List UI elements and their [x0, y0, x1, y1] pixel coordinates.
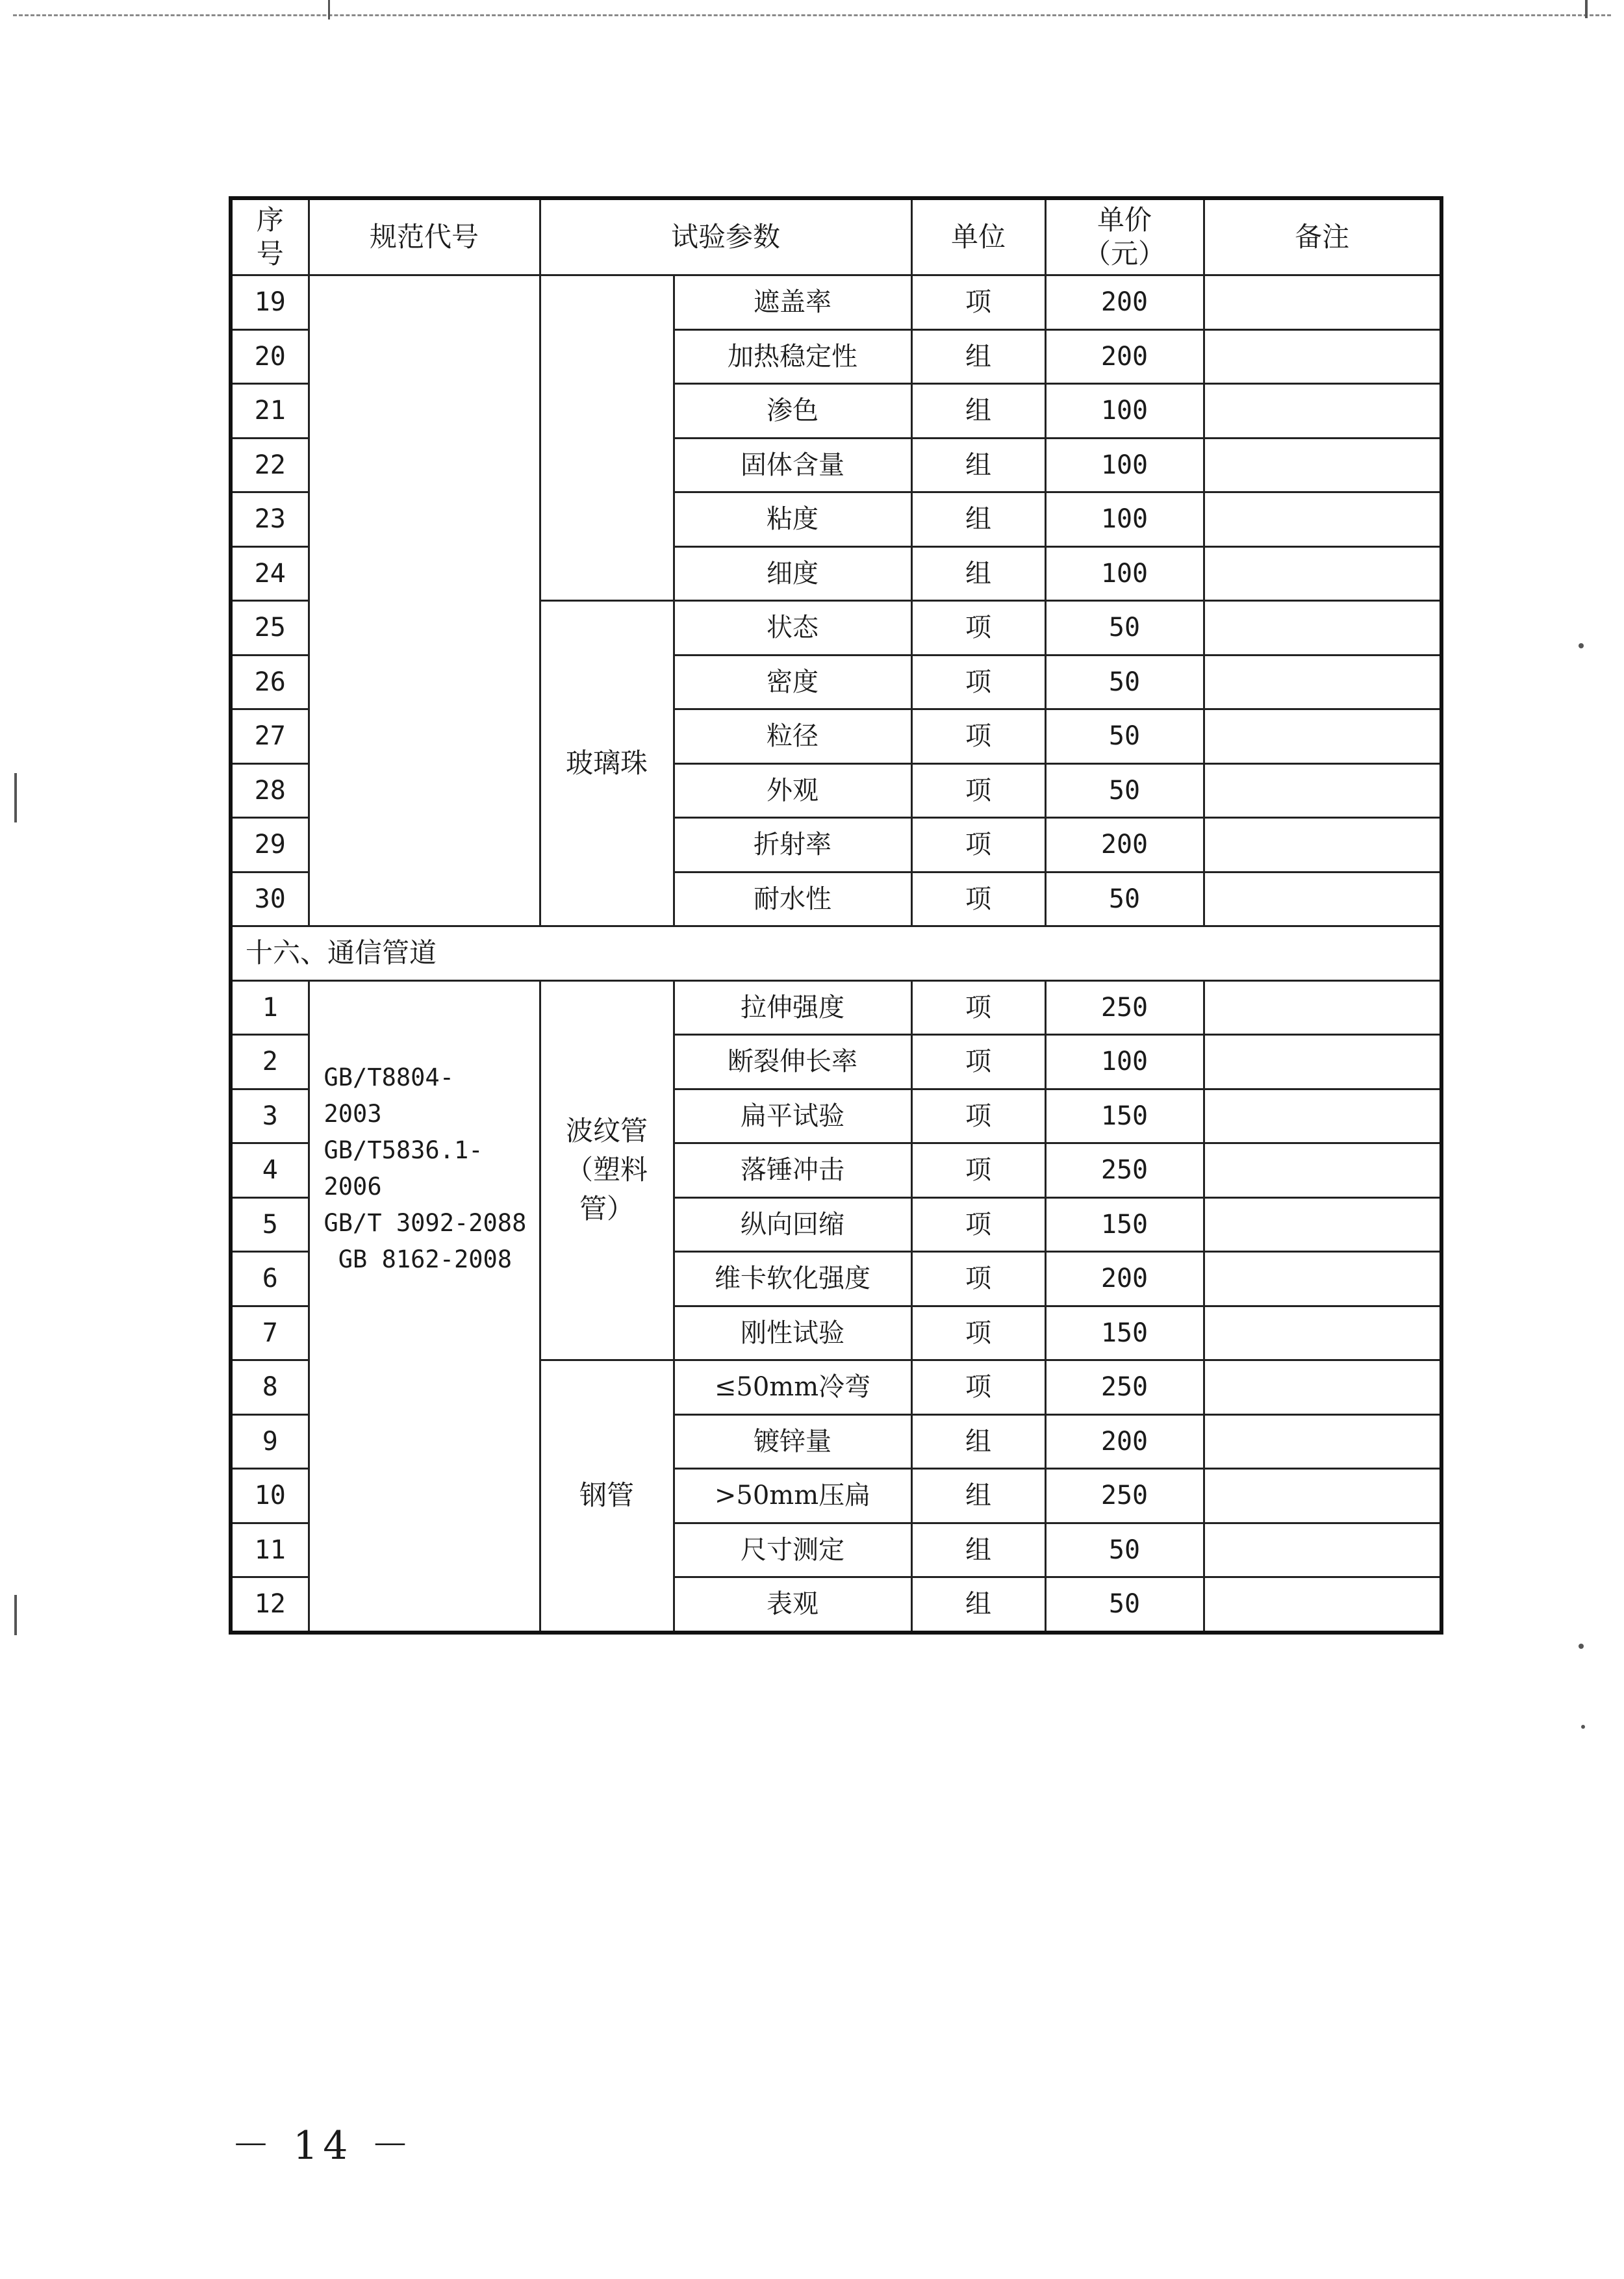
seq-cell: 10 — [231, 1469, 309, 1523]
parameter-cell: 渗色 — [674, 384, 911, 439]
unit-cell: 项 — [911, 275, 1045, 330]
seq-cell: 5 — [231, 1197, 309, 1252]
price-cell: 250 — [1045, 980, 1204, 1035]
standard-code: GB/T5836.1- — [324, 1136, 483, 1164]
scan-artifact-mark — [1579, 1644, 1584, 1649]
scan-artifact-mark — [1579, 643, 1584, 648]
seq-cell: 28 — [231, 763, 309, 818]
remark-cell — [1204, 763, 1441, 818]
price-cell: 50 — [1045, 1523, 1204, 1577]
seq-cell: 4 — [231, 1143, 309, 1198]
table-row — [231, 980, 1441, 1035]
remark-cell — [1204, 1143, 1441, 1198]
scan-artifact-top-line — [13, 14, 1611, 16]
seq-cell: 25 — [231, 601, 309, 656]
remark-cell — [1204, 1306, 1441, 1360]
parameter-cell: 粘度 — [674, 492, 911, 547]
header-seq-line: 序 — [256, 204, 284, 236]
unit-cell: 组 — [911, 546, 1045, 601]
unit-cell: 项 — [911, 1143, 1045, 1198]
remark-cell — [1204, 1035, 1441, 1089]
seq-cell: 6 — [231, 1252, 309, 1306]
remark-cell — [1204, 601, 1441, 656]
standard-code-cell — [309, 275, 540, 926]
parameter-cell: 折射率 — [674, 818, 911, 872]
unit-cell: 项 — [911, 601, 1045, 656]
price-cell: 100 — [1045, 438, 1204, 492]
unit-cell: 项 — [911, 872, 1045, 926]
price-cell: 150 — [1045, 1197, 1204, 1252]
remark-cell — [1204, 275, 1441, 330]
price-cell: 250 — [1045, 1469, 1204, 1523]
price-cell: 250 — [1045, 1360, 1204, 1415]
category-name: 管） — [579, 1193, 634, 1225]
unit-cell: 项 — [911, 818, 1045, 872]
category-cell — [540, 1360, 674, 1633]
header-unit: 单位 — [911, 198, 1045, 275]
remark-cell — [1204, 1089, 1441, 1143]
seq-cell: 20 — [231, 329, 309, 384]
price-cell: 50 — [1045, 709, 1204, 764]
seq-cell: 22 — [231, 438, 309, 492]
price-cell: 200 — [1045, 1252, 1204, 1306]
parameter-cell: 拉伸强度 — [674, 980, 911, 1035]
seq-cell: 1 — [231, 980, 309, 1035]
seq-cell: 19 — [231, 275, 309, 330]
remark-cell — [1204, 492, 1441, 547]
header-price — [1045, 198, 1204, 275]
parameter-cell: ≤50mm冷弯 — [674, 1360, 911, 1415]
category-cell — [540, 275, 674, 601]
unit-cell: 项 — [911, 1089, 1045, 1143]
remark-cell — [1204, 329, 1441, 384]
category-cell — [540, 980, 674, 1360]
remark-cell — [1204, 980, 1441, 1035]
price-cell: 50 — [1045, 763, 1204, 818]
seq-cell: 30 — [231, 872, 309, 926]
parameter-cell: 遮盖率 — [674, 275, 911, 330]
parameter-cell: 维卡软化强度 — [674, 1252, 911, 1306]
parameter-cell: 固体含量 — [674, 438, 911, 492]
header-seq-line: 号 — [256, 238, 284, 270]
price-table — [229, 196, 1443, 1635]
price-cell: 250 — [1045, 1143, 1204, 1198]
seq-cell: 2 — [231, 1035, 309, 1089]
unit-cell: 项 — [911, 1197, 1045, 1252]
remark-cell — [1204, 1360, 1441, 1415]
scan-artifact-mark — [1585, 0, 1588, 18]
parameter-cell: 加热稳定性 — [674, 329, 911, 384]
seq-cell: 27 — [231, 709, 309, 764]
category-cell — [540, 601, 674, 926]
scan-artifact-mark — [1581, 1725, 1585, 1729]
remark-cell — [1204, 709, 1441, 764]
table-header-row — [231, 198, 1441, 275]
price-cell: 100 — [1045, 1035, 1204, 1089]
header-standard: 规范代号 — [309, 198, 540, 275]
scan-artifact-mark — [328, 0, 330, 19]
unit-cell: 项 — [911, 709, 1045, 764]
price-cell: 100 — [1045, 546, 1204, 601]
parameter-cell: 镀锌量 — [674, 1414, 911, 1469]
seq-cell: 21 — [231, 384, 309, 439]
remark-cell — [1204, 1252, 1441, 1306]
price-cell: 200 — [1045, 1414, 1204, 1469]
standard-code: GB 8162-2008 — [324, 1245, 513, 1273]
remark-cell — [1204, 1577, 1441, 1633]
price-cell: 150 — [1045, 1306, 1204, 1360]
seq-cell: 8 — [231, 1360, 309, 1415]
remark-cell — [1204, 438, 1441, 492]
price-cell: 200 — [1045, 818, 1204, 872]
remark-cell — [1204, 546, 1441, 601]
price-cell: 50 — [1045, 1577, 1204, 1633]
header-seq — [231, 198, 309, 275]
unit-cell: 项 — [911, 1035, 1045, 1089]
page-number: － 14 － — [231, 2123, 415, 2169]
parameter-cell: 密度 — [674, 655, 911, 709]
unit-cell: 组 — [911, 1523, 1045, 1577]
standard-code: 2006 — [324, 1172, 382, 1201]
remark-cell — [1204, 1469, 1441, 1523]
seq-cell: 7 — [231, 1306, 309, 1360]
parameter-cell: 断裂伸长率 — [674, 1035, 911, 1089]
parameter-cell: 落锤冲击 — [674, 1143, 911, 1198]
price-cell: 200 — [1045, 275, 1204, 330]
unit-cell: 组 — [911, 1414, 1045, 1469]
standard-code-list — [324, 1060, 539, 1278]
remark-cell — [1204, 384, 1441, 439]
category-name: 波纹管 — [565, 1115, 648, 1147]
header-price-line: 单价 — [1097, 204, 1152, 236]
unit-cell: 组 — [911, 492, 1045, 547]
parameter-cell: 刚性试验 — [674, 1306, 911, 1360]
section-heading-row — [231, 926, 1441, 981]
seq-cell: 26 — [231, 655, 309, 709]
remark-cell — [1204, 655, 1441, 709]
seq-cell: 11 — [231, 1523, 309, 1577]
header-parameter: 试验参数 — [540, 198, 911, 275]
unit-cell: 项 — [911, 1252, 1045, 1306]
price-cell: 100 — [1045, 492, 1204, 547]
scan-artifact-mark — [14, 773, 17, 822]
parameter-cell: 细度 — [674, 546, 911, 601]
seq-cell: 12 — [231, 1577, 309, 1633]
unit-cell: 项 — [911, 1306, 1045, 1360]
parameter-cell: 耐水性 — [674, 872, 911, 926]
remark-cell — [1204, 872, 1441, 926]
seq-cell: 9 — [231, 1414, 309, 1469]
seq-cell: 23 — [231, 492, 309, 547]
parameter-cell: 粒径 — [674, 709, 911, 764]
parameter-cell: >50mm压扁 — [674, 1469, 911, 1523]
unit-cell: 项 — [911, 763, 1045, 818]
table-row — [231, 275, 1441, 330]
seq-cell: 24 — [231, 546, 309, 601]
seq-cell: 3 — [231, 1089, 309, 1143]
parameter-cell: 状态 — [674, 601, 911, 656]
price-cell: 50 — [1045, 655, 1204, 709]
standard-code: GB/T8804- — [324, 1063, 454, 1091]
parameter-cell: 纵向回缩 — [674, 1197, 911, 1252]
category-name: （塑料 — [565, 1154, 648, 1186]
unit-cell: 组 — [911, 438, 1045, 492]
seq-cell: 29 — [231, 818, 309, 872]
price-cell: 50 — [1045, 872, 1204, 926]
unit-cell: 项 — [911, 1360, 1045, 1415]
remark-cell — [1204, 1414, 1441, 1469]
scan-artifact-mark — [14, 1595, 17, 1635]
parameter-cell: 表观 — [674, 1577, 911, 1633]
section-heading: 十六、通信管道 — [231, 926, 1441, 981]
unit-cell: 组 — [911, 329, 1045, 384]
unit-cell: 组 — [911, 1577, 1045, 1633]
parameter-cell: 扁平试验 — [674, 1089, 911, 1143]
unit-cell: 项 — [911, 980, 1045, 1035]
header-price-line: （元） — [1084, 238, 1166, 270]
standard-code: GB/T 3092-2088 — [324, 1208, 527, 1237]
unit-cell: 组 — [911, 1469, 1045, 1523]
price-table-container — [229, 196, 1440, 1635]
category-name: 钢管 — [579, 1479, 634, 1512]
price-cell: 100 — [1045, 384, 1204, 439]
standard-code: 2003 — [324, 1099, 382, 1128]
standard-code-cell — [309, 980, 540, 1633]
remark-cell — [1204, 1197, 1441, 1252]
category-name: 玻璃珠 — [565, 747, 648, 779]
header-remark: 备注 — [1204, 198, 1441, 275]
remark-cell — [1204, 1523, 1441, 1577]
parameter-cell: 外观 — [674, 763, 911, 818]
parameter-cell: 尺寸测定 — [674, 1523, 911, 1577]
unit-cell: 组 — [911, 384, 1045, 439]
unit-cell: 项 — [911, 655, 1045, 709]
remark-cell — [1204, 818, 1441, 872]
price-cell: 50 — [1045, 601, 1204, 656]
price-cell: 150 — [1045, 1089, 1204, 1143]
price-cell: 200 — [1045, 329, 1204, 384]
